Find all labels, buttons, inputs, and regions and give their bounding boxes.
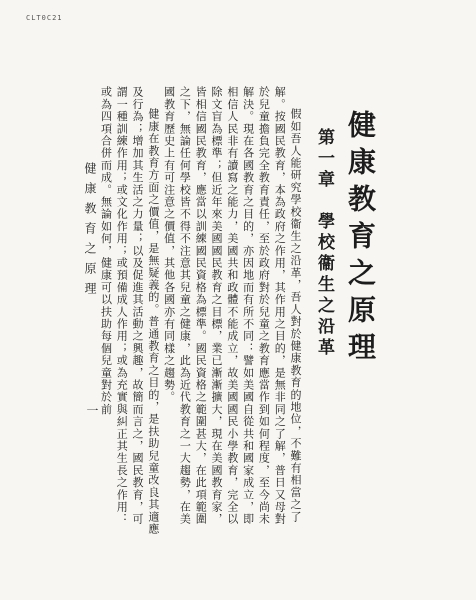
- chapter-heading: 第一章 學校衞生之沿革: [314, 128, 334, 359]
- running-title: 健康教育之原理: [83, 162, 97, 302]
- paragraph: 假如吾人能研究學校衞生之沿革，吾人對於健康教育的地位，不難有相當之了解。按國民教育，本為政府之作用，其作用之目的，是無非同之了解，普日又母對於兒童擔負完全教育責任，至於政府對於兒童之教育應當作到如何程度，至今尚未解決。現在各國教育之目的，亦因地而有所不同：譬如美國自從共和國家成立，即相信人民非有讀寫之能力，美國共和政體不能成立，故美國國民小學教育，完全以除文盲為標準；但近年來美國國民教育之目標，業已漸漸擴大，現在美國教育家，皆相信國民教育，應當以訓練國民資格為標準。國民資格之範圍甚大，在此項範圍之下，無論任何學校皆不得不注意其兒童之健康，此為近代教育之一大趨勢，在美國教育歷史上有可注意之價值，其他各國亦有同樣之趨勢。: [162, 86, 302, 526]
- library-stamp: CLT0C21: [26, 14, 63, 22]
- book-title: 健康教育之原理: [344, 110, 377, 369]
- page-number: 一: [85, 404, 99, 416]
- paragraph: 健康在教育方面之價值，是無疑義的。普通教育之目的，是扶助兒童改良其適應及行為；增加其生活之力量；以及促進其活動之興趣，故簡而言之，國民教育，可謂一種訓練作用；或文化作用；或預備成人作用；或為充實與糾正其生長之作用：或為四項合併而成。無論如何，健康可以扶助每個兒童對於前: [99, 86, 160, 535]
- body-text: [99, 86, 303, 536]
